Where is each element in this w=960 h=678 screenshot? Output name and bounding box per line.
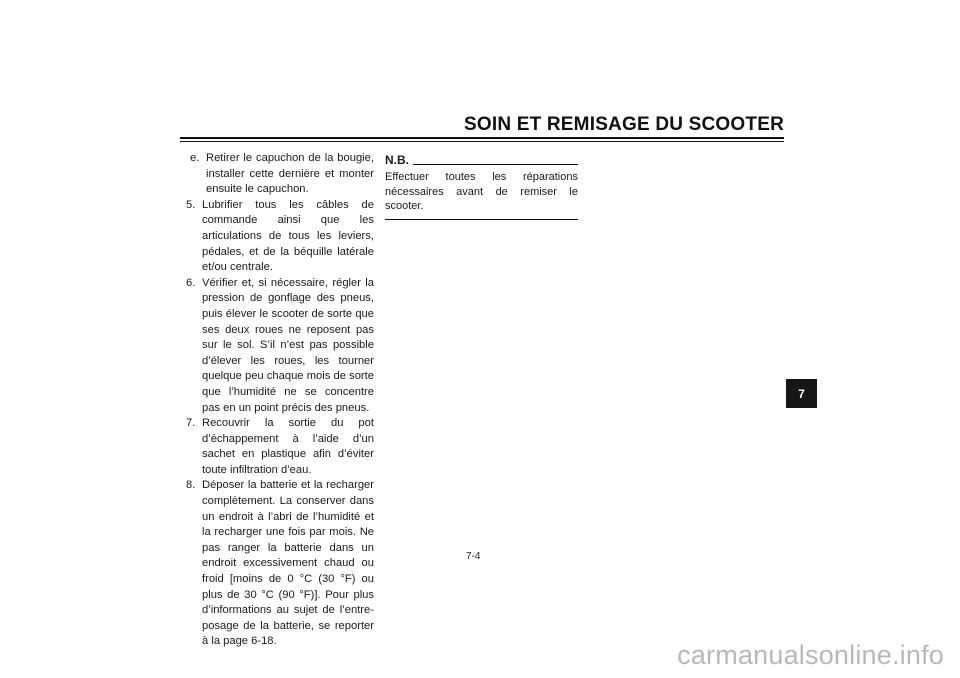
list-item-number: 6. [186, 276, 196, 289]
page-number: 7-4 [466, 551, 481, 562]
page-title: SOIN ET REMISAGE DU SCOOTER [464, 114, 784, 135]
header-rule-thick [180, 137, 784, 139]
note-label: N.B. [385, 153, 409, 167]
list-item-5 [186, 198, 374, 276]
list-item-text: Déposer la batterie et la recharger complètement. La conserver dans un endroit à l’abri de l’humidité et la recharger une fois par mois. Ne pas ranger la batterie dans un endroit excessivement chaud ou froid [moins de 0 °C (30 °F) ou plus de 30 °C (90 °F)]. Pour plus d’informations au sujet de l’entreposage de la batterie, se reporter à la page 6-18. [202, 479, 374, 648]
note-text: Effectuer toutes les réparations nécessaires avant de remiser le scooter. [385, 170, 578, 220]
note-header [385, 154, 578, 167]
list-item-8 [186, 478, 374, 650]
note-box [385, 154, 578, 220]
list-item-text: Lubrifier tous les câbles de commande ainsi que les articulations de tous les leviers, pédales, et de la béquille latérale et/ou centrale. [202, 198, 374, 274]
sub-item-e [186, 151, 374, 198]
sub-item-label: e. [190, 152, 200, 164]
list-item-number: 7. [186, 417, 196, 430]
note-header-line [413, 164, 578, 165]
left-column [186, 151, 374, 650]
watermark: carmanualsonline.info [677, 640, 944, 670]
header-rule-thin [180, 141, 784, 142]
list-item-7 [186, 416, 374, 478]
list-item-text: Vérifier et, si nécessaire, régler la pression de gonflage des pneus, puis élever le scooter de sorte que ses deux roues ne reposent pas sur le sol. S’il n’est pas possible d’élever les roues, les tourner quelque peu chaque mois de sorte que l’humidité ne se concentre pas en un point précis des pneus. [202, 276, 374, 414]
list-item-6 [186, 276, 374, 416]
list-item-number: 5. [186, 198, 196, 211]
chapter-tab: 7 [786, 379, 817, 408]
list-item-text: Recouvrir la sortie du pot d’échappement à l’aide d’un sachet en plastique afin d’éviter toute infiltration d’eau. [202, 417, 374, 476]
list-item-number: 8. [186, 479, 196, 492]
sub-item-text: Retirer le capuchon de la bougie, installer cette dernière et monter ensuite le capuchon. [206, 152, 374, 196]
